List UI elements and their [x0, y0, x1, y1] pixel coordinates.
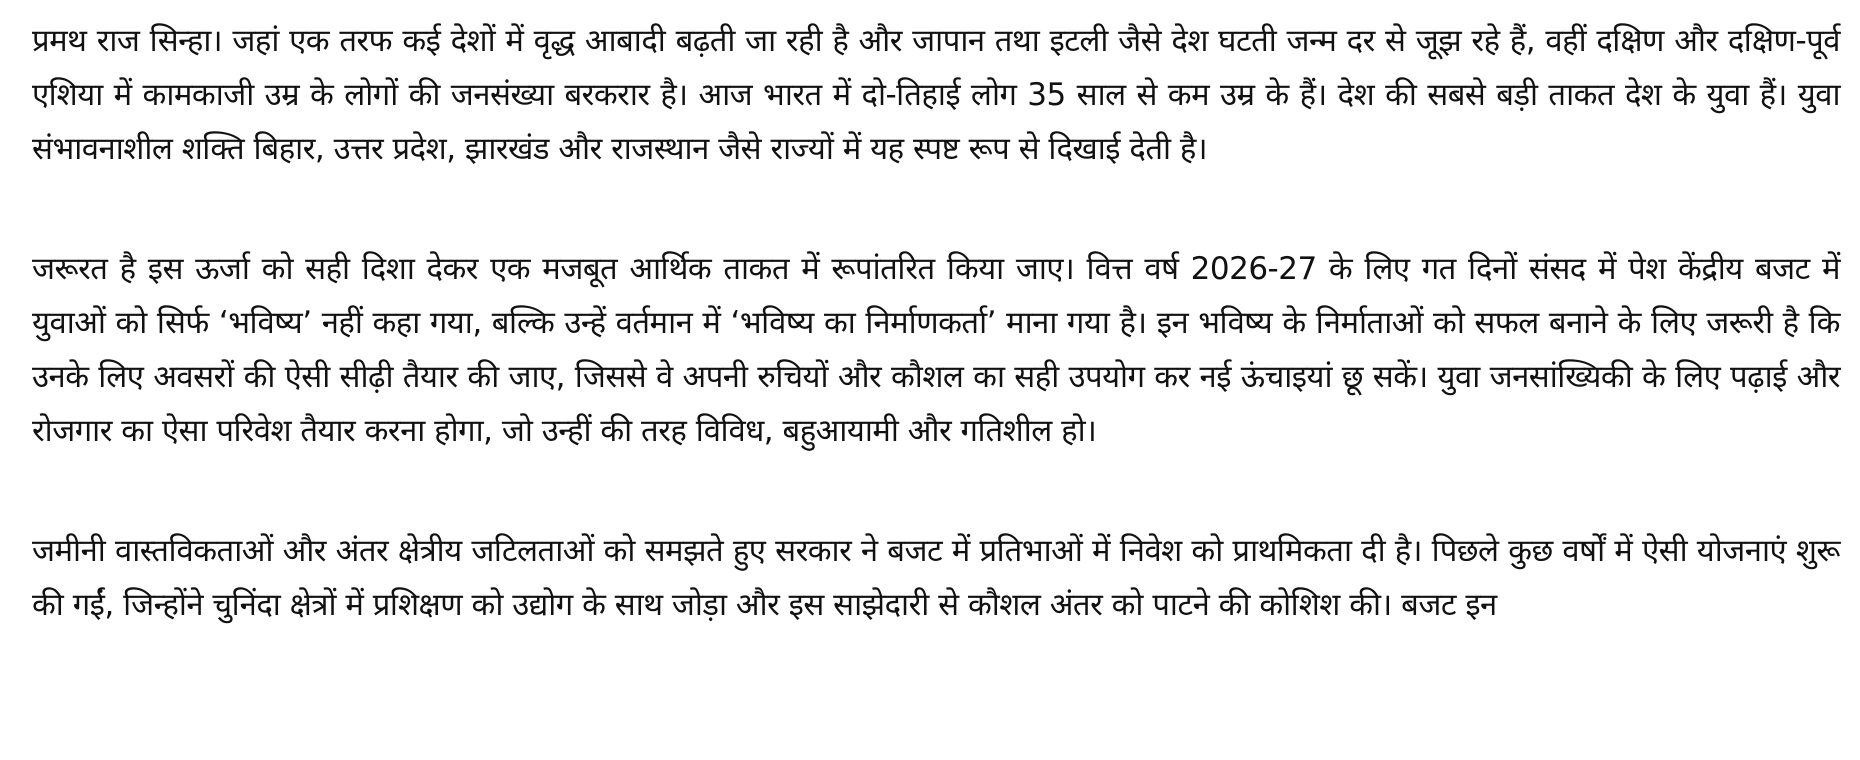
article-body	[32, 14, 1840, 632]
article-paragraph-3: जमीनी वास्तविकताओं और अंतर क्षेत्रीय जटिलताओं को समझते हुए सरकार ने बजट में प्रतिभाओं में निवेश को प्राथमिकता दी है। पिछले कुछ वर्षों में ऐसी योजनाएं शुरू की गईं, जिन्होंने चुनिंदा क्षेत्रों में प्रशिक्षण को उद्योग के साथ जोड़ा और इस साझेदारी से कौशल अंतर को पाटने की कोशिश की। बजट इन	[32, 533, 1840, 623]
article-paragraph-2: जरूरत है इस ऊर्जा को सही दिशा देकर एक मजबूत आर्थिक ताकत में रूपांतरित किया जाए। वित्त वर्ष 2026-27 के लिए गत दिनों संसद में पेश केंद्रीय बजट में युवाओं को सिर्फ ‘भविष्य’ नहीं कहा गया, बल्कि उन्हें वर्तमान में ‘भविष्य का निर्माणकर्ता’ माना गया है। इन भविष्य के निर्माताओं को सफल बनाने के लिए जरूरी है कि उनके लिए अवसरों की ऐसी सीढ़ी तैयार की जाए, जिससे वे अपनी रुचियों और कौशल का सही उपयोग कर नई ऊंचाइयां छू सकें। युवा जनसांख्यिकी के लिए पढ़ाई और रोजगार का ऐसा परिवेश तैयार करना होगा, जो उन्हीं की तरह विविध, बहुआयामी और गतिशील हो।	[32, 251, 1840, 449]
article-paragraph-1: प्रमथ राज सिन्हा। जहां एक तरफ कई देशों में वृद्ध आबादी बढ़ती जा रही है और जापान तथा इटली जैसे देश घटती जन्म दर से जूझ रहे हैं, वहीं दक्षिण और दक्षिण-पूर्व एशिया में कामकाजी उम्र के लोगों की जनसंख्या बरकरार है। आज भारत में दो-तिहाई लोग 35 साल से कम उम्र के हैं। देश की सबसे बड़ी ताकत देश के युवा हैं। युवा संभावनाशील शक्ति बिहार, उत्तर प्रदेश, झारखंड और राजस्थान जैसे राज्यों में यह स्पष्ट रूप से दिखाई देती है।	[32, 23, 1840, 167]
